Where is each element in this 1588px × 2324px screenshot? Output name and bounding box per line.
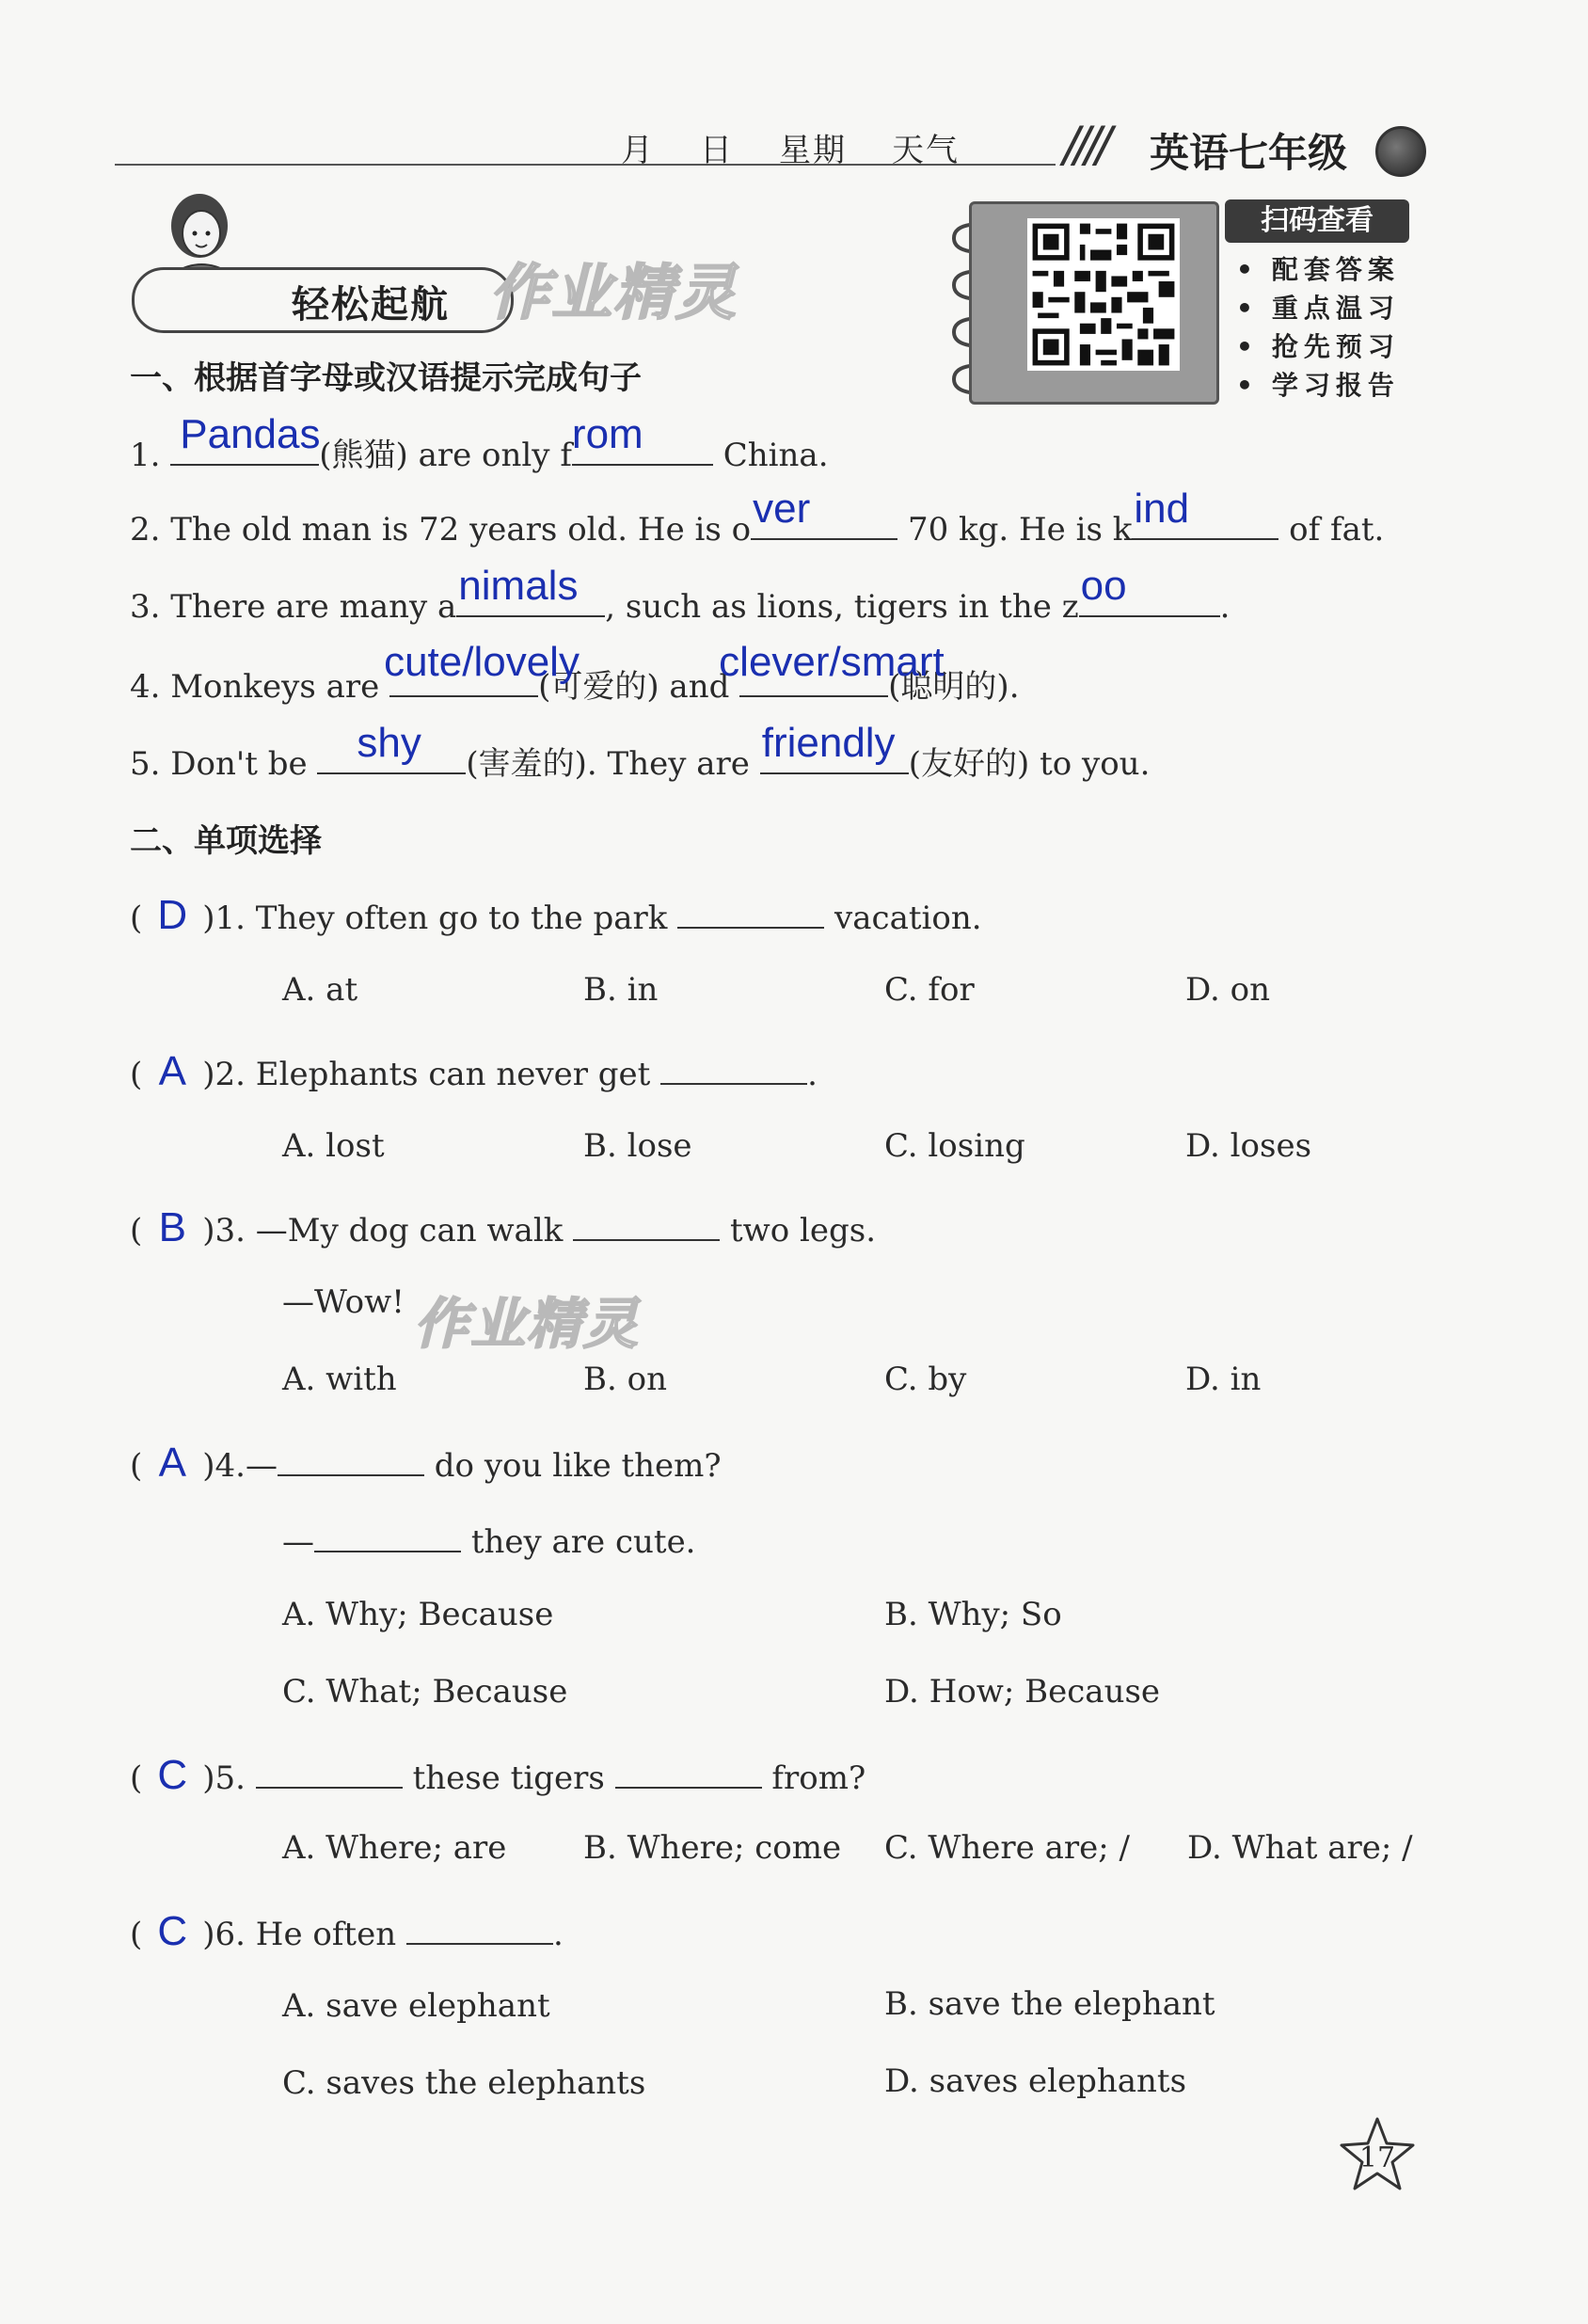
weather-label: 天气 <box>892 132 960 169</box>
answer-blank[interactable]: ind <box>1132 506 1278 540</box>
answer-blank[interactable]: oo <box>1079 583 1220 617</box>
option[interactable]: A. Why; Because <box>282 1596 554 1633</box>
answer-blank[interactable] <box>256 1755 403 1789</box>
option[interactable]: B. in <box>583 971 659 1009</box>
option[interactable]: B. Why; So <box>884 1596 1062 1633</box>
option[interactable]: C. saves the elephants <box>282 2064 646 2102</box>
answer-blank[interactable] <box>677 895 824 929</box>
option[interactable]: A. lost <box>282 1127 385 1165</box>
s2-q1: ( D )1. They often go to the park vacation. <box>130 892 982 938</box>
choice-answer[interactable]: B <box>158 1204 186 1250</box>
s2-q2: ( A )2. Elephants can never get . <box>130 1048 818 1094</box>
section1-heading: 一、根据首字母或汉语提示完成句子 <box>130 359 642 397</box>
answer-blank[interactable] <box>573 1207 720 1241</box>
page-number: 17 <box>1358 2141 1396 2174</box>
option[interactable]: D. on <box>1185 971 1271 1009</box>
s1-q3: 3. There are many a nimals , such as lions, tigers in the z oo . <box>130 563 1231 626</box>
choice-answer[interactable]: C <box>157 1908 188 1954</box>
answer-blank[interactable] <box>406 1911 553 1945</box>
option[interactable]: A. with <box>282 1361 397 1398</box>
answer-blank[interactable]: clever/smart <box>739 663 888 697</box>
answer-blank[interactable]: ver <box>751 506 897 540</box>
header-dot-icon <box>1375 126 1426 177</box>
answer-blank[interactable] <box>615 1755 762 1789</box>
qr-code-icon[interactable] <box>1027 218 1180 371</box>
answer-blank[interactable]: shy <box>317 740 466 774</box>
scan-feature-list <box>1236 250 1400 405</box>
s1-q1: 1. Pandas (熊猫) are only f rom China. <box>130 411 829 474</box>
watermark-mid: 作业精灵 <box>414 1292 641 1356</box>
choice-answer[interactable]: A <box>158 1048 186 1094</box>
answer-blank[interactable] <box>314 1519 461 1552</box>
s2-q3-line2: —Wow! <box>282 1283 405 1321</box>
weekday-label: 星期 <box>779 132 847 169</box>
month-label: 月 <box>621 132 655 169</box>
section2-heading: 二、单项选择 <box>130 822 322 860</box>
scan-tag: 扫码查看 <box>1225 199 1409 243</box>
option[interactable]: C. Where are; / <box>884 1829 1130 1867</box>
answer-blank[interactable]: rom <box>572 432 713 466</box>
s1-q4: 4. Monkeys are cute/lovely (可爱的) and clever/smart (聪明的). <box>130 639 1020 706</box>
option[interactable]: A. Where; are <box>282 1829 507 1867</box>
choice-answer[interactable]: A <box>158 1440 186 1486</box>
answer-blank[interactable]: nimals <box>456 583 605 617</box>
answer-blank[interactable]: Pandas <box>170 432 319 466</box>
option[interactable]: D. loses <box>1185 1127 1312 1165</box>
scan-item: • 抢先预习 <box>1236 327 1400 366</box>
s2-q4-line2: — they are cute. <box>282 1519 696 1561</box>
day-label: 日 <box>700 132 734 169</box>
s2-q4: ( A )4.— do you like them? <box>130 1440 722 1486</box>
option[interactable]: C. by <box>884 1361 967 1398</box>
option[interactable]: A. save elephant <box>282 1987 550 2025</box>
option[interactable]: D. What are; / <box>1187 1829 1413 1867</box>
s2-q6: ( C )6. He often . <box>130 1908 564 1954</box>
option[interactable]: C. losing <box>884 1127 1025 1165</box>
option[interactable]: C. for <box>884 971 975 1009</box>
answer-blank[interactable] <box>660 1051 807 1085</box>
scan-item: • 重点温习 <box>1236 289 1400 327</box>
option[interactable]: D. How; Because <box>884 1673 1161 1711</box>
banner-title: 轻松起航 <box>292 283 450 326</box>
grade-title: 英语七年级 <box>1150 130 1348 176</box>
choice-answer[interactable]: C <box>157 1752 188 1798</box>
s1-q5: 5. Don't be shy (害羞的). They are friendly (友好的) to you. <box>130 720 1151 783</box>
answer-blank[interactable]: friendly <box>760 740 909 774</box>
s2-q3: ( B )3. —My dog can walk two legs. <box>130 1204 876 1250</box>
option[interactable]: C. What; Because <box>282 1673 568 1711</box>
answer-blank[interactable]: cute/lovely <box>389 663 538 697</box>
s2-q5: ( C )5. these tigers from? <box>130 1752 866 1798</box>
option[interactable]: B. save the elephant <box>884 1985 1215 2023</box>
header-slashes: //// <box>1063 117 1107 173</box>
option[interactable]: D. saves elephants <box>884 2062 1187 2100</box>
scan-item: • 配套答案 <box>1236 250 1400 289</box>
s1-q2: 2. The old man is 72 years old. He is o ver 70 kg. He is k ind of fat. <box>130 485 1385 549</box>
choice-answer[interactable]: D <box>157 892 188 938</box>
option[interactable]: B. on <box>583 1361 667 1398</box>
answer-blank[interactable] <box>278 1442 424 1476</box>
option[interactable]: B. lose <box>583 1127 692 1165</box>
option[interactable]: D. in <box>1185 1361 1262 1398</box>
header-rule <box>115 164 1056 166</box>
watermark-top: 作业精灵 <box>489 259 738 328</box>
scan-item: • 学习报告 <box>1236 366 1400 405</box>
option[interactable]: B. Where; come <box>583 1829 842 1867</box>
option[interactable]: A. at <box>282 971 358 1009</box>
